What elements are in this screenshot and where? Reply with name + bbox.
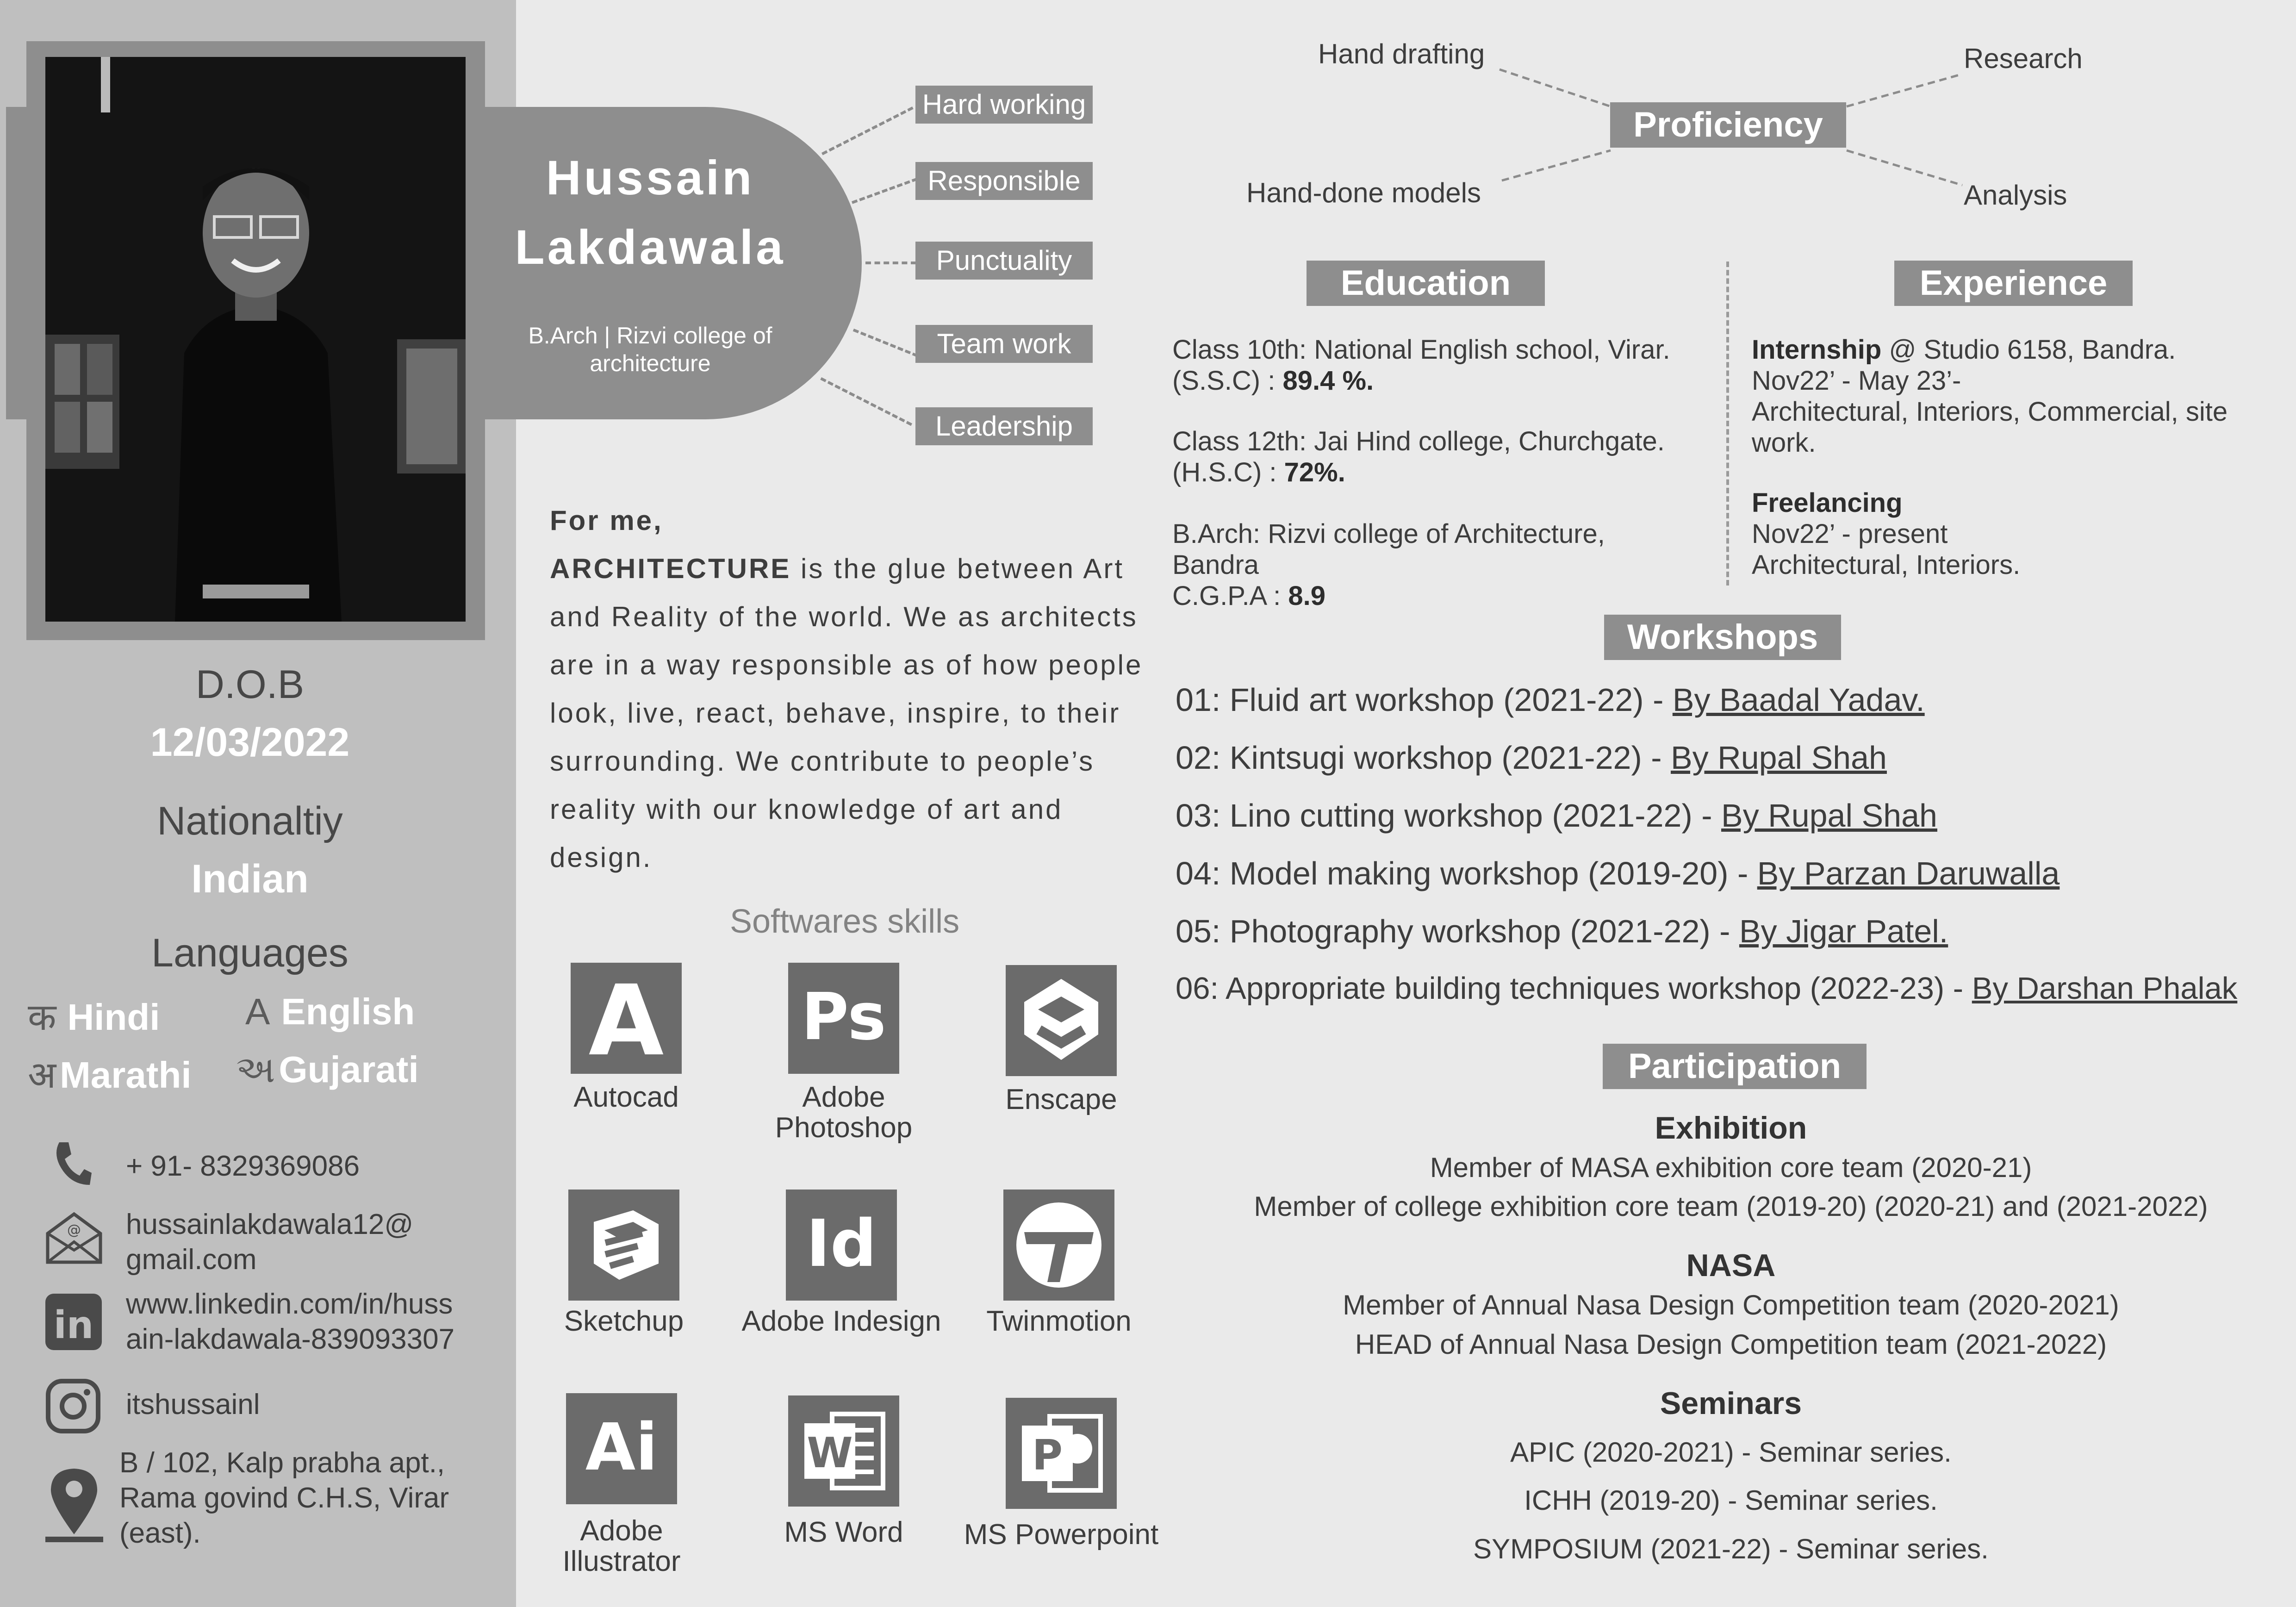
seminar-line: ICHH (2019-20) - Seminar series. [1524,1485,1938,1516]
nasa-title: NASA [1686,1248,1776,1283]
education-entry: Class 12th: Jai Hind college, Churchgate. (H.S.C) : 72%. [1172,426,1665,487]
workshops-heading: Workshops [1604,615,1841,660]
instagram-icon [45,1378,101,1434]
languages-label: Languages [151,931,348,975]
experience-freelancing: Freelancing Nov22’ - present Architectural, Interiors. [1752,488,2021,580]
software-label: Twinmotion [986,1305,1132,1337]
phone-icon [51,1139,93,1190]
dob-label: D.O.B [195,662,305,707]
powerpoint-icon [1006,1398,1117,1509]
degree-text: B.Arch | Rizvi college of architecture [528,323,772,376]
education-entry: Class 10th: National English school, Virar. (S.S.C) : 89.4 %. [1172,335,1670,396]
software-label: Autocad [573,1081,679,1113]
software-label: Sketchup [564,1305,684,1337]
svg-text:Ai: Ai [585,1410,658,1485]
participation-heading: Participation [1603,1044,1867,1089]
nationality-value: Indian [191,857,309,901]
gujarati-glyph-icon: અ [236,1049,275,1090]
exhibition-line: Member of college exhibition core team (2019-20) (2020-21) and (2021-2022) [1254,1191,2208,1222]
philosophy-intro: For me, [550,505,663,536]
trait-connector [853,329,918,357]
instagram-handle[interactable]: itshussainl [126,1389,260,1420]
phone-number[interactable]: + 91- 8329369086 [126,1150,360,1182]
trait-hard-working: Hard working [915,86,1093,124]
full-name [481,143,819,282]
dob-value: 12/03/2022 [150,720,350,765]
marathi-glyph-icon: अ [28,1054,56,1096]
email-address[interactable]: hussainlakdawala12@ gmail.com [126,1208,414,1276]
trait-connector [820,377,912,426]
software-label: MS Powerpoint [964,1519,1159,1551]
trait-responsible: Responsible [915,162,1093,200]
english-glyph-icon: A [245,991,270,1032]
sketchup-icon [568,1190,679,1301]
workshop-item: 06: Appropriate building techniques workshop (2022-23) - By Darshan Phalak [1176,971,2238,1006]
nationality-label: Nationaltiy [157,799,343,843]
svg-text:@: @ [67,1222,81,1238]
language-marathi: अ Marathi [28,1054,192,1096]
section-divider [1726,262,1729,585]
photoshop-icon [788,963,899,1074]
profile-photo [45,57,466,622]
nasa-line: HEAD of Annual Nasa Design Competition team (2021-2022) [1355,1329,2107,1360]
education-heading: Education [1307,261,1545,306]
svg-text:in: in [53,1303,94,1347]
hindi-glyph-icon: क [28,997,56,1038]
software-label: Adobe Photoshop [775,1081,913,1144]
proficiency-item: Analysis [1964,180,2067,211]
linkedin-url[interactable]: www.linkedin.com/in/huss ain-lakdawala-839093307 [126,1288,455,1355]
trait-punctuality: Punctuality [915,242,1093,280]
autocad-icon [571,963,682,1074]
illustrator-icon [566,1393,677,1504]
trait-leadership: Leadership [915,407,1093,445]
software-label: MS Word [784,1516,903,1548]
philosophy-paragraph [550,497,1156,882]
trait-connector [852,178,918,204]
trait-connector [865,262,916,264]
indesign-icon [786,1190,897,1301]
first-name: Hussain [546,151,755,205]
trait-connector [821,106,914,155]
address: B / 102, Kalp prabha apt., Rama govind C.H.S, Virar (east). [119,1447,449,1549]
workshop-item: 05: Photography workshop (2021-22) - By Jigar Patel. [1176,913,1948,949]
email-icon [44,1210,104,1266]
proficiency-item: Hand-done models [1246,177,1481,208]
language-gujarati: અ Gujarati [236,1049,419,1090]
svg-text:Id: Id [806,1206,877,1282]
language-english: A English [245,991,415,1032]
twinmotion-icon [1003,1190,1114,1301]
experience-heading: Experience [1894,261,2133,306]
software-label: Adobe Indesign [741,1305,941,1337]
svg-text:W: W [807,1429,853,1477]
location-pin-icon [45,1465,103,1544]
word-icon [788,1395,899,1507]
software-label: Adobe Illustrator [562,1515,681,1577]
enscape-icon [1006,965,1117,1076]
linkedin-icon [45,1294,102,1350]
proficiency-title: Proficiency [1610,102,1846,148]
nasa-line: Member of Annual Nasa Design Competition team (2020-2021) [1343,1289,2119,1320]
experience-internship: Internship @ Studio 6158, Bandra. Nov22’ - May 23’- Architectural, Interiors, Commercial, site work. [1752,335,2228,458]
svg-text:A: A [588,964,664,1074]
education-entry: B.Arch: Rizvi college of Architecture, Bandra C.G.P.A : 8.9 [1172,519,1605,611]
proficiency-item: Hand drafting [1318,38,1485,69]
seminars-title: Seminars [1660,1386,1802,1421]
svg-text:P: P [1032,1431,1063,1480]
exhibition-line: Member of MASA exhibition core team (2020-21) [1430,1152,2032,1183]
workshop-item: 02: Kintsugi workshop (2021-22) - By Rupal Shah [1176,740,1887,776]
trait-team-work: Team work [915,325,1093,363]
software-skills-title: Softwares skills [729,903,960,940]
philosophy-text: is the glue between Art and Reality of the world. We as architects are in a way responsible as of how people look, live, react, behave, inspire, to their surrounding. We contribute to people’s reality with our knowledge of art and design. [550,553,1143,873]
workshop-item: 04: Model making workshop (2019-20) - By Parzan Daruwalla [1176,855,2060,891]
seminar-line: APIC (2020-2021) - Seminar series. [1510,1437,1952,1468]
exhibition-title: Exhibition [1655,1110,1807,1146]
svg-text:Ps: Ps [801,979,886,1055]
seminar-line: SYMPOSIUM (2021-22) - Seminar series. [1473,1533,1989,1564]
software-label: Enscape [1005,1084,1117,1115]
language-hindi: क Hindi [28,997,160,1038]
workshop-item: 03: Lino cutting workshop (2021-22) - By Rupal Shah [1176,797,1937,834]
philosophy-keyword: ARCHITECTURE [550,553,791,584]
workshop-item: 01: Fluid art workshop (2021-22) - By Baadal Yadav. [1176,682,1925,718]
last-name: Lakdawala [515,220,786,274]
proficiency-item: Research [1964,43,2083,74]
